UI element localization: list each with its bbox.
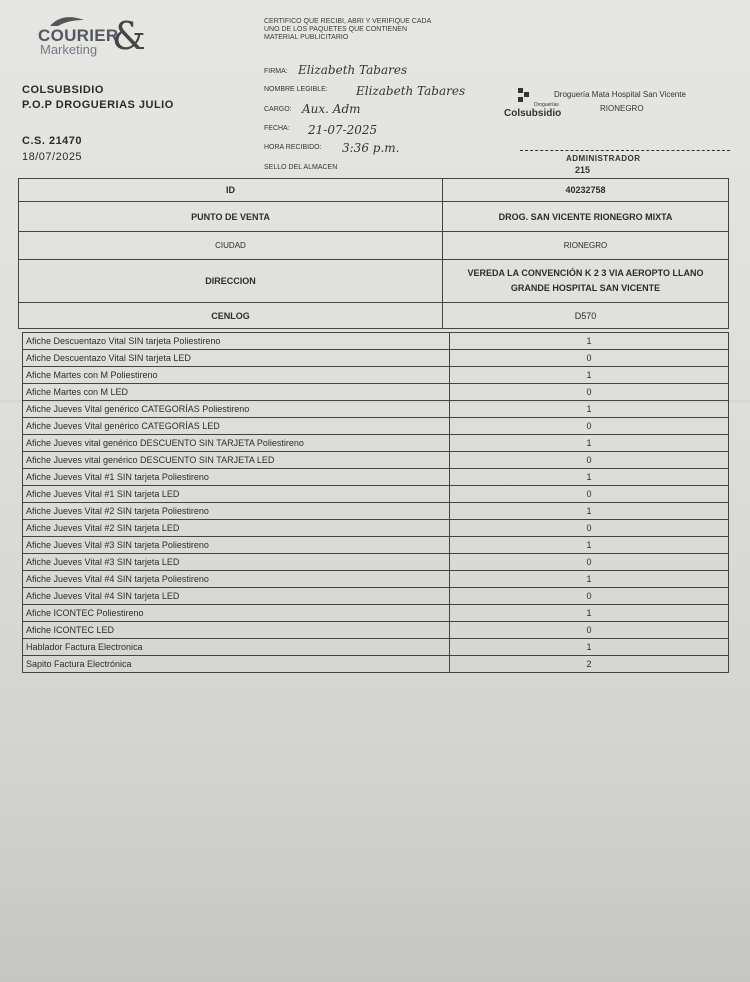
table-row [23, 469, 729, 486]
cargo-label: CARGO: [264, 106, 292, 113]
item-qty: 1 [450, 401, 729, 418]
cenlog-value: D570 [443, 303, 729, 329]
nombre-label: NOMBRE LEGIBLE: [264, 86, 328, 93]
logo-text-marketing: Marketing [40, 42, 98, 57]
store-info-table [18, 178, 729, 329]
sello-label: SELLO DEL ALMACEN [264, 164, 338, 171]
id-label: ID [19, 179, 443, 202]
table-row [23, 622, 729, 639]
row-ciudad [19, 232, 729, 260]
item-name: Afiche Martes con M LED [23, 384, 450, 401]
client-program: P.O.P DROGUERIAS JULIO [22, 99, 174, 111]
item-name: Hablador Factura Electronica [23, 639, 450, 656]
table-row [23, 656, 729, 673]
item-qty: 0 [450, 520, 729, 537]
courier-marketing-logo [30, 14, 150, 62]
item-qty: 1 [450, 367, 729, 384]
table-row [23, 537, 729, 554]
item-name: Afiche Descuentazo Vital SIN tarjeta Poliestireno [23, 333, 450, 350]
fecha-label: FECHA: [264, 125, 290, 132]
item-name: Afiche Jueves Vital #4 SIN tarjeta Poliestireno [23, 571, 450, 588]
ciudad-value: RIONEGRO [443, 232, 729, 260]
logo-text-courier: COURIER [38, 26, 119, 45]
stamp-store-name: Droguería Mata Hospital San Vicente [554, 90, 686, 99]
item-name: Afiche Jueves Vital #2 SIN tarjeta LED [23, 520, 450, 537]
item-qty: 0 [450, 452, 729, 469]
item-qty: 1 [450, 605, 729, 622]
certificate-text: CERTIFICO QUE RECIBI, ABRI Y VERIFIQUE CADA UNO DE LOS PAQUETES QUE CONTIENEN MATERIAL PUBLICITARIO [264, 18, 431, 41]
item-name: Afiche Jueves Vital genérico CATEGORÍAS Poliestireno [23, 401, 450, 418]
item-qty: 1 [450, 639, 729, 656]
firma-label: FIRMA: [264, 68, 288, 75]
table-row [23, 418, 729, 435]
store-stamp [498, 86, 718, 126]
cargo-value: Aux. Adm [302, 102, 361, 116]
nombre-value: Elizabeth Tabares [356, 84, 466, 98]
direccion-value: VEREDA LA CONVENCIÓN K 2 3 VIA AEROPTO LLANO GRANDE HOSPITAL SAN VICENTE [443, 260, 729, 303]
id-value: 40232758 [443, 179, 729, 202]
stamp-brand: Colsubsidio [504, 108, 562, 119]
punto-venta-value: DROG. SAN VICENTE RIONEGRO MIXTA [443, 202, 729, 232]
table-row [23, 350, 729, 367]
item-name: Afiche Jueves Vital #3 SIN tarjeta LED [23, 554, 450, 571]
row-cenlog [19, 303, 729, 329]
table-row [23, 333, 729, 350]
table-row [23, 554, 729, 571]
punto-venta-label: PUNTO DE VENTA [19, 202, 443, 232]
item-name: Sapito Factura Electrónica [23, 656, 450, 673]
table-row [23, 435, 729, 452]
admin-label: ADMINISTRADOR [566, 154, 641, 163]
item-name: Afiche ICONTEC LED [23, 622, 450, 639]
hora-label: HORA RECIBIDO: [264, 144, 322, 151]
table-row [23, 486, 729, 503]
fecha-value: 21-07-2025 [308, 123, 378, 137]
row-punto-venta [19, 202, 729, 232]
items-table [22, 332, 729, 673]
item-name: Afiche Jueves Vital #4 SIN tarjeta LED [23, 588, 450, 605]
stamp-city: RIONEGRO [600, 104, 644, 113]
hora-value: 3:36 p.m. [342, 141, 400, 155]
row-id [19, 179, 729, 202]
item-name: Afiche Jueves Vital #3 SIN tarjeta Poliestireno [23, 537, 450, 554]
item-qty: 1 [450, 503, 729, 520]
logo-ampersand: & [112, 14, 146, 58]
row-direccion [19, 260, 729, 303]
item-name: Afiche Jueves Vital #2 SIN tarjeta Poliestireno [23, 503, 450, 520]
item-qty: 2 [450, 656, 729, 673]
item-qty: 1 [450, 435, 729, 452]
item-name: Afiche Martes con M Poliestireno [23, 367, 450, 384]
item-name: Afiche Jueves Vital #1 SIN tarjeta Poliestireno [23, 469, 450, 486]
item-qty: 1 [450, 571, 729, 588]
item-name: Afiche Jueves Vital #1 SIN tarjeta LED [23, 486, 450, 503]
colsubsidio-emblem-icon [516, 86, 532, 106]
client-cs: C.S. 21470 [22, 135, 83, 147]
item-qty: 1 [450, 333, 729, 350]
firma-signature: Elizabeth Tabares [298, 63, 408, 77]
direccion-label: DIRECCION [19, 260, 443, 303]
table-row [23, 367, 729, 384]
client-date: 18/07/2025 [22, 151, 83, 163]
ciudad-label: CIUDAD [19, 232, 443, 260]
table-row [23, 452, 729, 469]
cenlog-label: CENLOG [19, 303, 443, 329]
table-row [23, 571, 729, 588]
signature-line [520, 150, 730, 151]
item-qty: 0 [450, 588, 729, 605]
item-name: Afiche ICONTEC Poliestireno [23, 605, 450, 622]
item-qty: 0 [450, 554, 729, 571]
item-name: Afiche Jueves Vital genérico CATEGORÍAS LED [23, 418, 450, 435]
item-qty: 0 [450, 486, 729, 503]
item-name: Afiche Jueves vital genérico DESCUENTO SIN TARJETA Poliestireno [23, 435, 450, 452]
item-qty: 0 [450, 622, 729, 639]
table-row [23, 520, 729, 537]
table-row [23, 503, 729, 520]
item-name: Afiche Jueves vital genérico DESCUENTO SIN TARJETA LED [23, 452, 450, 469]
table-row [23, 401, 729, 418]
stamp-brand-small: Droguerías [534, 102, 559, 108]
table-row [23, 588, 729, 605]
item-qty: 1 [450, 537, 729, 554]
item-qty: 0 [450, 350, 729, 367]
table-row [23, 384, 729, 401]
table-row [23, 605, 729, 622]
client-name: COLSUBSIDIO [22, 84, 104, 96]
item-qty: 1 [450, 469, 729, 486]
item-qty: 0 [450, 418, 729, 435]
admin-number: 215 [575, 165, 591, 175]
table-row [23, 639, 729, 656]
item-qty: 0 [450, 384, 729, 401]
item-name: Afiche Descuentazo Vital SIN tarjeta LED [23, 350, 450, 367]
